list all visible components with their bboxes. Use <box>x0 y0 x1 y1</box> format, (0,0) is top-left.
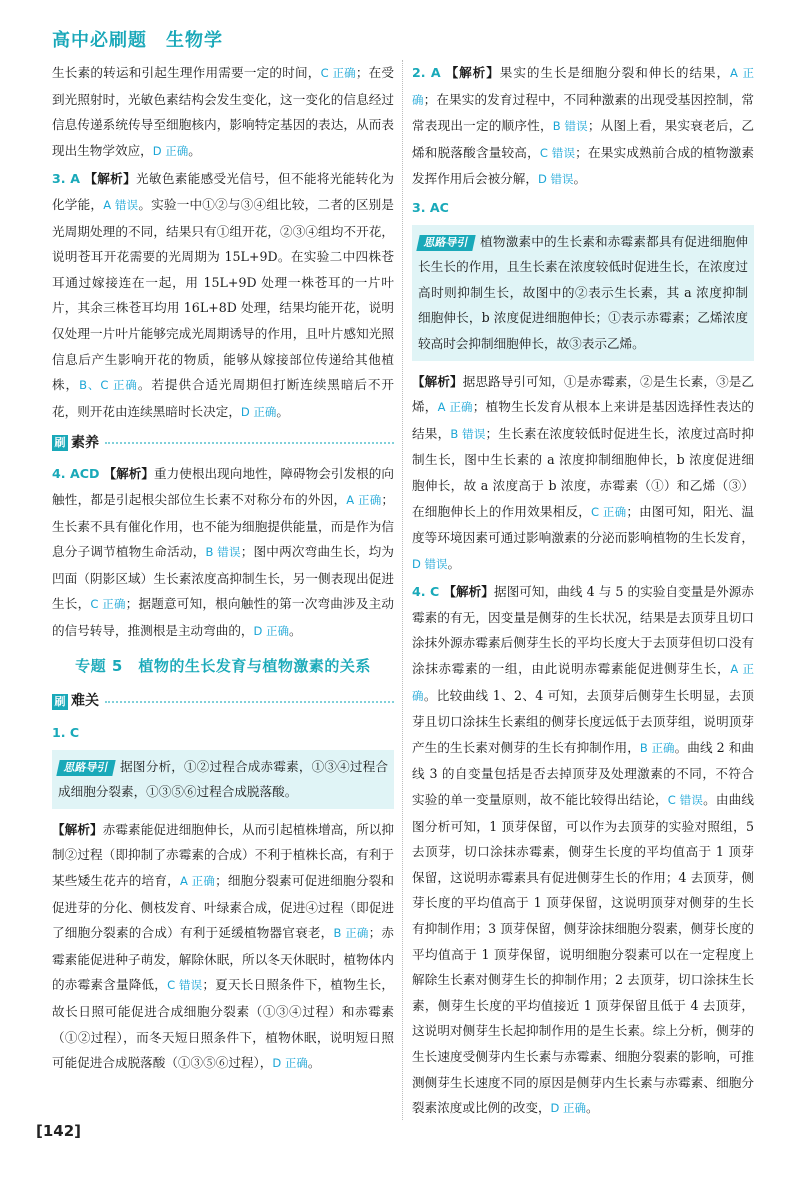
section-label: 素养 <box>71 434 99 451</box>
guide-tag: 思路导引 <box>56 760 115 776</box>
section-header-nanguan <box>52 690 394 714</box>
answer-1-number: 1. C <box>52 725 80 741</box>
dotted-divider <box>105 701 394 703</box>
thinking-guide-box: 思路导引 植物激素中的生长素和赤霉素都具有促进细胞伸长生长的作用，且生长素在浓度较低时促进生长，在浓度过高时则抑制生长，故图中的②表示生长素，其 a 浓度抑制细胞伸长，b 浓度促进细胞伸长；①表示赤霉素；乙烯浓度较高时会抑制细胞伸长，故③表示乙烯。 <box>412 225 754 361</box>
dotted-divider <box>105 442 394 444</box>
answer-2: 2. A 【解析】果实的生长是细胞分裂和伸长的结果，A 正确；在果实的发育过程中，不同种激素的出现受基因控制，常常表现出一定的顺序性，B 错误；从图上看，果实衰老后，乙烯和脱落酸含量较高，C 错误；在果实成熟前合成的植物激素发挥作用后会被分解，D 错误。 <box>412 65 755 187</box>
guide-tag: 思路导引 <box>416 235 475 251</box>
left-column <box>52 60 394 1079</box>
brush-icon: 刷 <box>52 694 68 710</box>
answer-4: 4. ACD 【解析】重力使根出现向地性，障碍物会引发根的向触性，都是引起根尖部位生长素不对称分布的外因，A 正确；生长素不具有催化作用，也不能为细胞提供能量，而是作为信息分子调节植物生命活动，B 错误；图中两次弯曲生长，均为凹面（阴影区域）生长素浓度高抑制生长，另一侧表现出促进生长，C 正确；据题意可知，根向触性的第一次弯曲涉及主动的信号转导，推测根是主动弯曲的，D 正确。 <box>52 466 395 638</box>
answer-4: 4. C 【解析】据图可知，曲线 4 与 5 的实验自变量是外源赤霉素的有无，因变量是侧芽的生长状况，结果是去顶芽且切口涂抹外源赤霉素后侧芽生长的平均长度大于去顶芽但切口没有涂抹赤霉素的一组，由此说明赤霉素能促进侧芽生长，A 正确。比较曲线 1、2、4 可知，去顶芽后侧芽生长明显，去顶芽且切口涂抹生长素组的侧芽长度远低于去顶芽组，说明顶芽产生的生长素对侧芽的生长有抑制作用，B 正确。曲线 2 和曲线 3 的自变量包括是否去掉顶芽及处理激素的不同，不符合实验的单一变量原则，故不能比较得出结论，C 错误。由曲线图分析可知，1 顶芽保留，可以作为去顶芽的实验对照组，5 去顶芽，切口涂抹赤霉素，侧芽生长度的平均值高于 1 顶芽保留，这说明赤霉素具有促进侧芽生长的作用；4 去顶芽，侧芽长度的平均值高于 1 顶芽保留，这说明顶芽对侧芽的生长有抑制作用；3 顶芽保留，侧芽涂抹细胞分裂素，侧芽长度的平均值高于 1 顶芽保留，说明细胞分裂素可以在一定程度上解除生长素对侧芽生长的抑制作用；2 去顶芽，切口涂抹生长素，侧芽生长度的平均值接近 1 顶芽保留且低于 4 去顶芽，这说明对侧芽生长起抑制作用的是生长素。综上分析，侧芽的生长速度受侧芽内生长素与赤霉素、细胞分裂素的影响，可推测侧芽生长速度不同的原因是侧芽内生长素与赤霉素、细胞分裂素浓度或比例的改变，D 正确。 <box>412 584 755 1116</box>
section-header-suyang <box>52 431 394 455</box>
topic-title: 专题 5 植物的生长发育与植物激素的关系 <box>75 657 371 676</box>
brush-icon: 刷 <box>52 435 68 451</box>
answer-3: 3. A 【解析】光敏色素能感受光信号，但不能将光能转化为化学能，A 错误。实验一中①②与③④组比较，二者的区别是光周期处理的不同，结果只有①组开花，②③④组均不开花，说明苍耳开花需要的光周期为 15L+9D。在实验二中四株苍耳通过嫁接连在一起，用 15L+9D 处理一株苍耳的一片叶片，其余三株苍耳均用 16L+8D 处理，结果均能开花，说明仅处理一片叶片能够完成光周期诱导的作用，且叶片感知光照信息后产生影响开花的物质，能够从嫁接部位传递给其他植株，B、C 正确。若提供合适光周期但打断连续黑暗后不开花，则开花由连续黑暗时长决定，D 正确。 <box>52 171 395 419</box>
answer-3-analysis: 【解析】据思路导引可知，①是赤霉素，②是生长素，③是乙烯，A 正确；植物生长发育从根本上来讲是基因选择性表达的结果，B 错误；生长素在浓度较低时促进生长，浓度过高时抑制生长，图中生长素的 a 浓度抑制细胞伸长，b 浓度促进细胞伸长，故 a 浓度高于 b 浓度，赤霉素（①）和乙烯（③）在细胞伸长上的作用效果相反，C 正确；由图可知，阳光、温度等环境因素可通过影响激素的分泌而影响植物的生长发育，D 错误。 <box>412 373 755 571</box>
book-title: 高中必刷题 生物学 <box>52 30 223 51</box>
page-number: [142] <box>36 1122 82 1140</box>
continued-paragraph: 生长素的转运和引起生理作用需要一定的时间，C 正确；在受到光照射时，光敏色素结构会发生变化，这一变化的信息经过信息传递系统传导至细胞核内，影响特定基因的表达，从而表现出生物学效应，D 正确。 <box>52 65 395 158</box>
thinking-guide-box: 思路导引 据图分析，①②过程合成赤霉素，①③④过程合成细胞分裂素，①③⑤⑥过程合成脱落酸。 <box>52 750 394 809</box>
column-divider <box>402 60 403 1120</box>
answer-1: 【解析】赤霉素能促进细胞伸长，从而引起植株增高，所以抑制②过程（即抑制了赤霉素的合成）不利于植株长高，有利于某些矮生花卉的培育，A 正确；细胞分裂素可促进细胞分裂和促进芽的分化、侧枝发育、叶绿素合成，促进④过程（即促进了细胞分裂素的合成）有利于延缓植物器官衰老，B 正确；赤霉素能促进种子萌发，解除休眠，所以冬天休眠时，植物体内的赤霉素含量降低，C 错误；夏天长日照条件下，植物生长，故长日照可能促进合成细胞分裂素（①③④过程）和赤霉素（①②过程），而冬天短日照条件下，植物休眠，说明短日照可能促进合成脱落酸（①③⑤⑥过程），D 正确。 <box>52 821 395 1071</box>
answer-3-number: 3. AC <box>412 199 449 215</box>
right-column <box>412 60 754 1124</box>
section-label: 难关 <box>71 693 99 710</box>
